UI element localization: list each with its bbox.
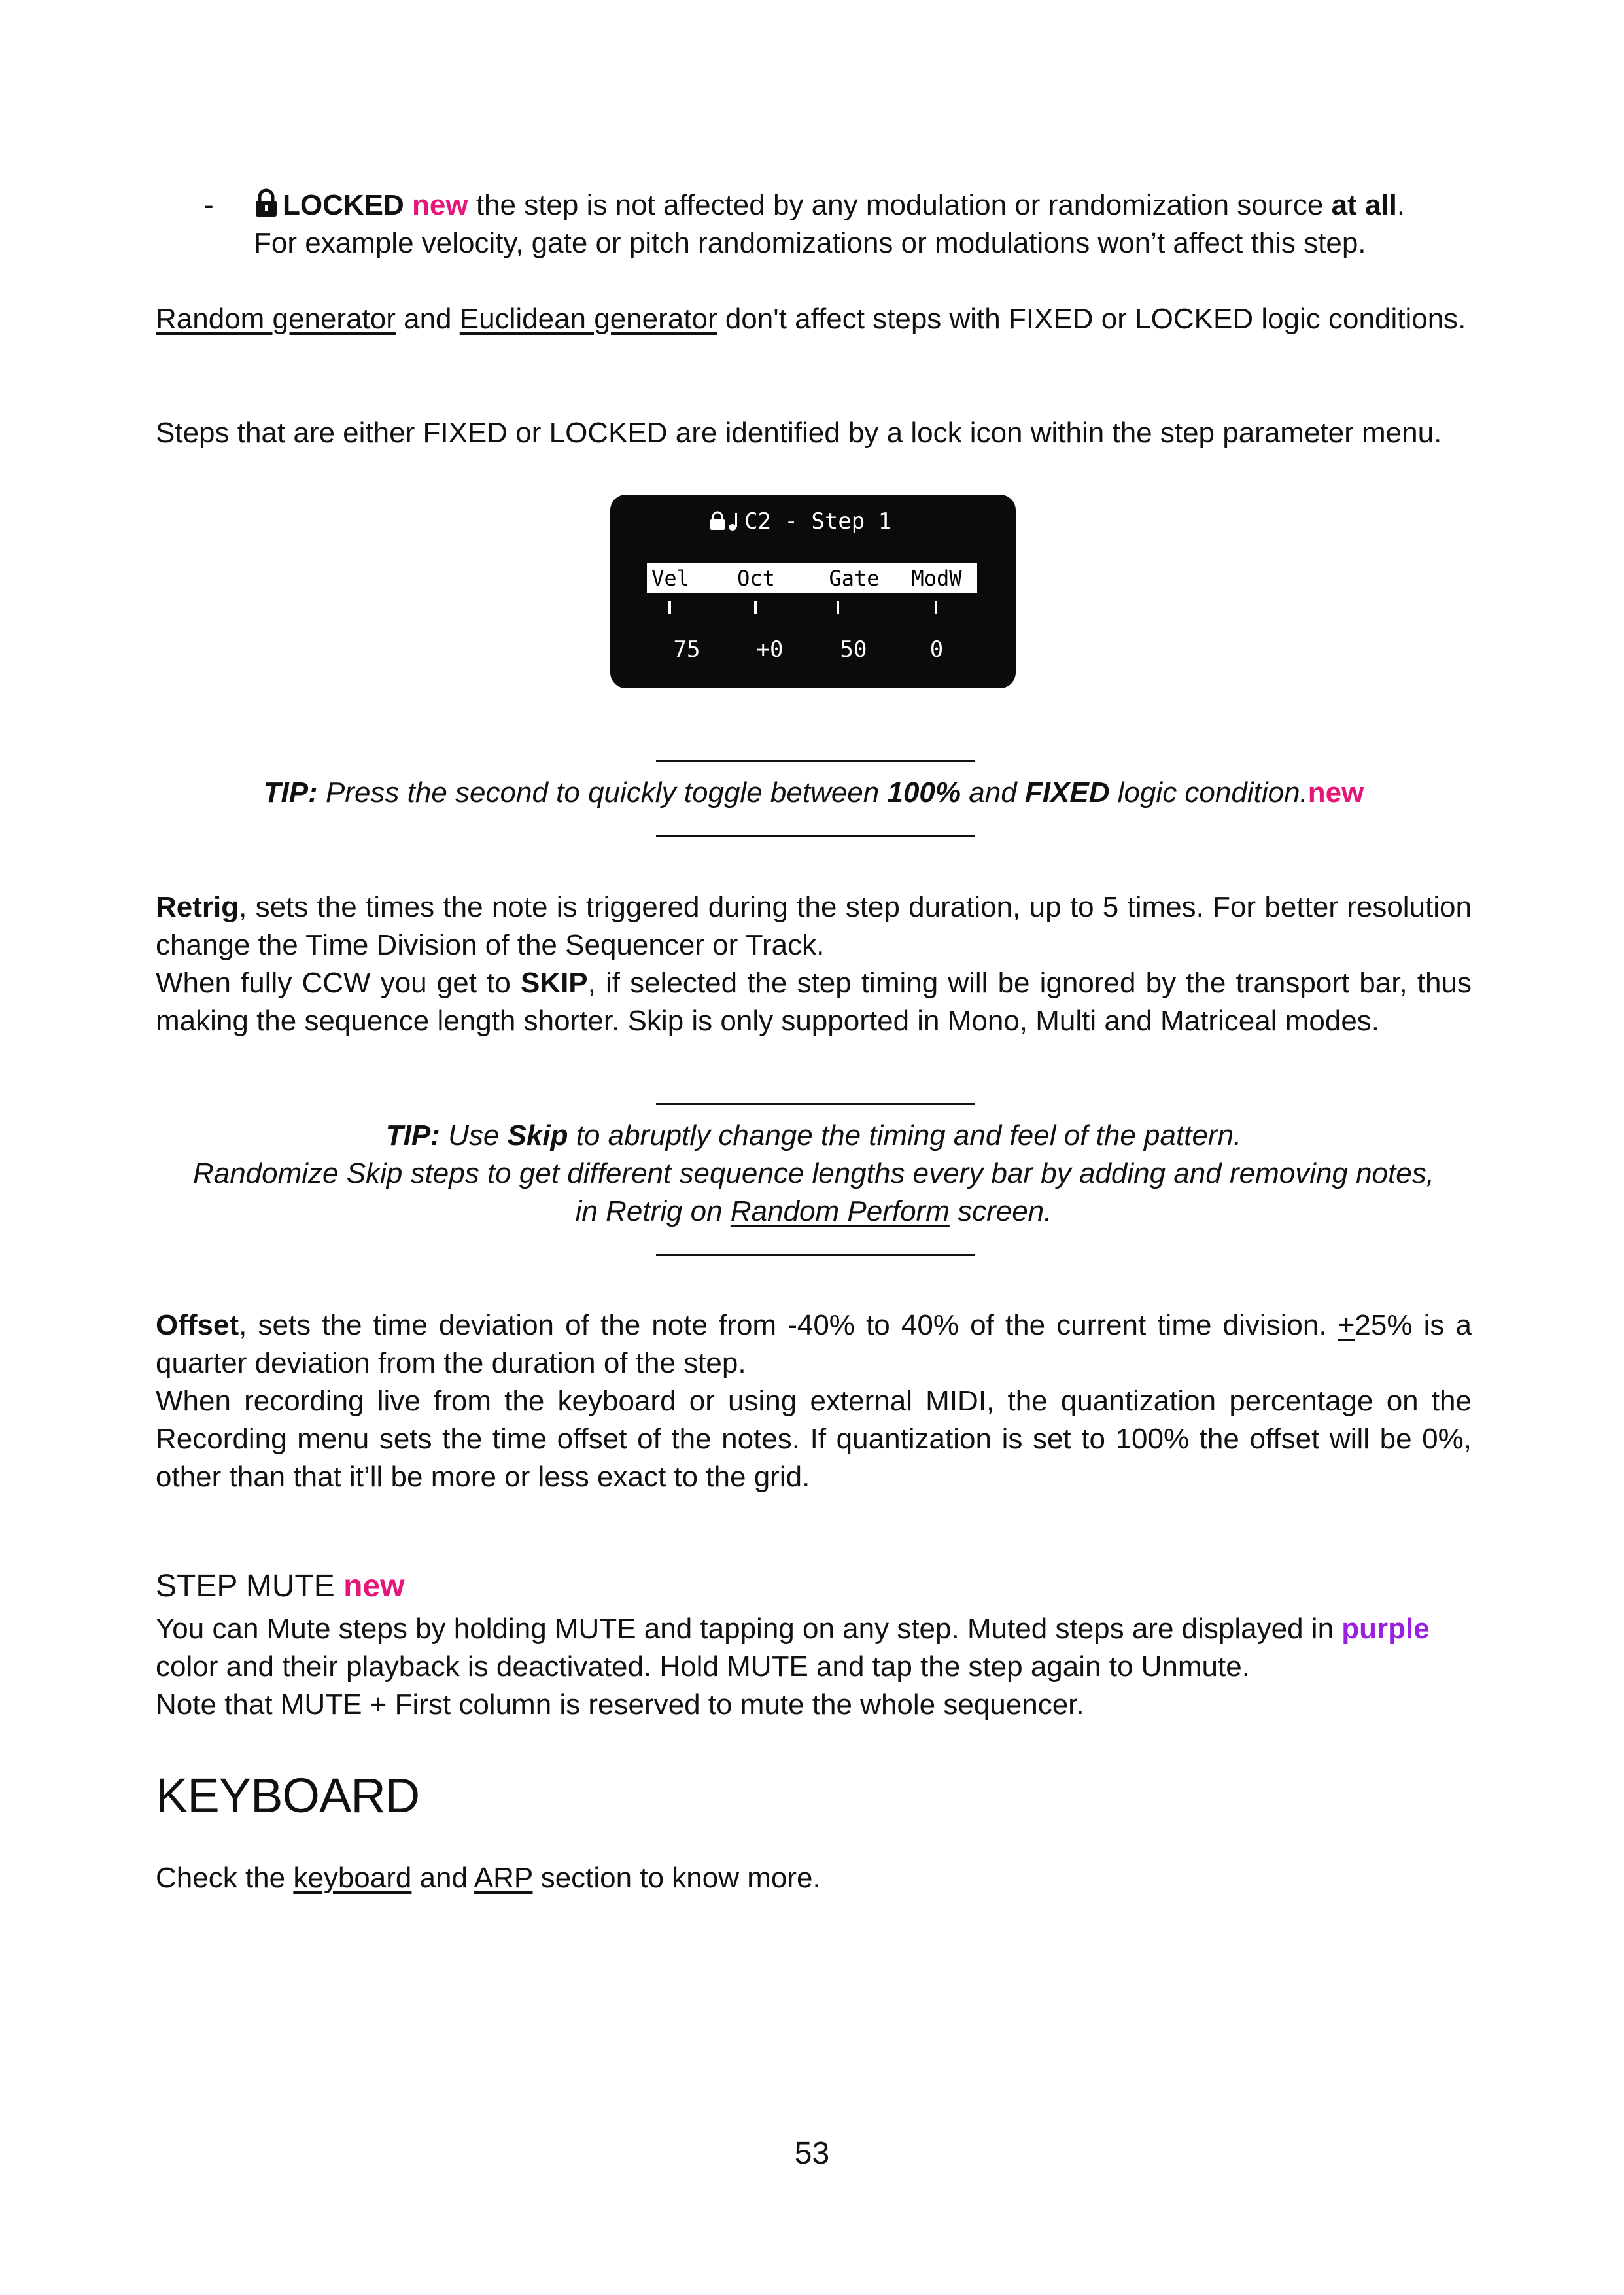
tick <box>935 601 937 614</box>
text: Check the <box>156 1862 294 1894</box>
text: When fully CCW you get to <box>156 967 521 999</box>
tip-skip <box>156 1117 1472 1231</box>
random-generator-link[interactable]: Random generator <box>156 303 396 335</box>
bullet-dash: - <box>204 189 214 221</box>
skip-term: SKIP <box>520 967 588 999</box>
screen-lock-icon <box>710 512 725 530</box>
step-mute-heading <box>156 1567 405 1606</box>
new-tag: new <box>1307 777 1364 809</box>
text: logic condition. <box>1109 777 1308 809</box>
note-icon <box>729 513 737 531</box>
text: 25% is a quarter deviation from the duration of the step. <box>156 1309 1472 1379</box>
euclidean-generator-link[interactable]: Euclidean generator <box>459 303 717 335</box>
value-oct: +0 <box>756 637 784 663</box>
random-perform-link[interactable]: Random Perform <box>730 1195 950 1227</box>
new-tag: new <box>343 1569 405 1603</box>
text: and <box>961 777 1025 809</box>
locked-text: the step is not affected by any modulation or randomization source <box>468 189 1332 221</box>
screen-display <box>610 495 1016 688</box>
purple-word: purple <box>1341 1613 1430 1645</box>
divider <box>656 835 975 837</box>
text: and <box>395 303 460 335</box>
header-vel: Vel <box>651 566 689 591</box>
locked-title: LOCKED <box>283 189 404 221</box>
text: , if selected the step timing will be ignored by the transport bar, thus making the sequence length shorter. Skip is only supported in Mono, Multi and Matriceal modes. <box>156 967 1472 1037</box>
offset-term: Offset <box>156 1309 239 1341</box>
value-modw: 0 <box>929 637 944 663</box>
text: Note that MUTE + First column is reserved to mute the whole sequencer. <box>156 1689 1084 1721</box>
retrig-paragraph <box>156 888 1472 1040</box>
text: screen. <box>949 1195 1052 1227</box>
text: color and their playback is deactivated. Hold MUTE and tap the step again to Unmute. <box>156 1651 1250 1683</box>
locked-bullet <box>254 186 1472 262</box>
text: Press the second to quickly toggle between <box>317 777 888 809</box>
text: and <box>411 1862 474 1894</box>
divider <box>656 760 975 762</box>
tick <box>837 601 839 614</box>
text: section to know more. <box>532 1862 821 1894</box>
tick <box>668 601 671 614</box>
header-oct: Oct <box>737 566 775 591</box>
text-bold: Skip <box>507 1119 568 1151</box>
tick <box>754 601 757 614</box>
arp-link[interactable]: ARP <box>474 1862 533 1894</box>
divider <box>656 1254 975 1256</box>
locked-emphasis: at all <box>1331 189 1397 221</box>
locked-text-line2: For example velocity, gate or pitch randomizations or modulations won’t affect this step. <box>254 227 1366 259</box>
keyboard-heading: KEYBOARD <box>156 1768 420 1823</box>
plus-minus: + <box>1338 1309 1355 1341</box>
lock-icon <box>254 188 279 217</box>
divider <box>656 1103 975 1105</box>
text: in Retrig on <box>575 1195 731 1227</box>
keyboard-paragraph <box>156 1859 1472 1897</box>
step-mute-paragraph <box>156 1610 1472 1724</box>
lock-icon-paragraph: Steps that are either FIXED or LOCKED are identified by a lock icon within the step parameter menu. <box>156 417 1442 449</box>
page-number: 53 <box>794 2136 830 2171</box>
text: You can Mute steps by holding MUTE and tapping on any step. Muted steps are displayed in <box>156 1613 1342 1645</box>
locked-text-end: . <box>1396 189 1406 221</box>
text: to abruptly change the timing and feel of the pattern. <box>568 1119 1242 1151</box>
tip-toggle <box>156 774 1472 812</box>
text: Randomize Skip steps to get different sequence lengths every bar by adding and removing notes, <box>192 1157 1435 1189</box>
tip-label: TIP: <box>263 777 318 809</box>
generators-paragraph <box>156 300 1472 338</box>
offset-recording-paragraph: When recording live from the keyboard or using external MIDI, the quantization percentage on the Recording menu sets the time offset of the notes. If quantization is set to 100% the offset will be 0%, other than that it’ll be more or less exact to the grid. <box>156 1385 1472 1493</box>
retrig-term: Retrig <box>156 891 239 923</box>
text-bold: 100% <box>887 777 961 809</box>
header-modw: ModW <box>911 566 962 591</box>
text: Use <box>440 1119 508 1151</box>
keyboard-link[interactable]: keyboard <box>293 1862 412 1894</box>
text-bold: FIXED <box>1024 777 1110 809</box>
value-vel: 75 <box>673 637 700 663</box>
new-tag: new <box>412 189 468 221</box>
tip-label: TIP: <box>385 1119 440 1151</box>
value-gate: 50 <box>840 637 867 663</box>
offset-paragraph <box>156 1306 1472 1382</box>
header-gate: Gate <box>829 566 880 591</box>
text: don't affect steps with FIXED or LOCKED logic conditions. <box>717 303 1466 335</box>
text: , sets the time deviation of the note from -40% to 40% of the current time division. <box>239 1309 1338 1341</box>
heading-text: STEP MUTE <box>156 1569 344 1603</box>
text: , sets the times the note is triggered during the step duration, up to 5 times. For better resolution change the Time Division of the Sequencer or Track. <box>156 891 1472 961</box>
screen-title: C2 - Step 1 <box>744 508 892 534</box>
step-parameter-screen <box>610 495 1016 688</box>
